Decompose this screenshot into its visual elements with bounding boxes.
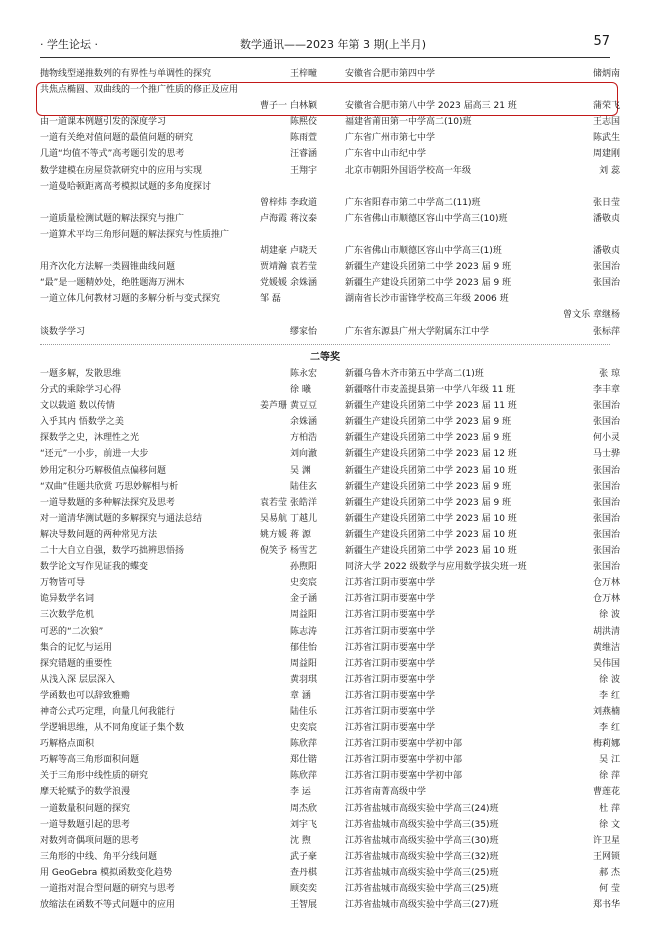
school-name: 广东省东源县广州大学附属东江中学 <box>345 326 490 337</box>
entry-title: 二十大自立自强，数学巧拙辨思悟扬 <box>40 546 185 557</box>
teacher-name: 储炳南 <box>592 69 620 79</box>
teacher-name: 王志国 <box>592 117 620 128</box>
author-name: 贾靖瀚 <box>260 262 288 273</box>
author-name: 汪睿涵 <box>290 149 318 160</box>
entry-title: “最”是一题精妙处，绝胜题海万洲木 <box>40 278 185 289</box>
list-item <box>40 511 620 527</box>
teacher-name: 郑书华 <box>592 900 620 911</box>
author-name: 方柏浩 <box>290 433 318 444</box>
entry-title: 文以载道 数以传情 <box>40 401 115 412</box>
entry-title: 入乎其内 悟数学之美 <box>40 417 124 428</box>
author-name: 李政道 <box>290 197 318 208</box>
list-item <box>40 897 620 913</box>
page-number: 57 <box>593 34 610 49</box>
author-name: 郁佳怡 <box>290 642 318 653</box>
school-name: 新疆生产建设兵团第二中学 2023 届 10 班 <box>345 513 517 524</box>
school-name: 新疆生产建设兵团第二中学 2023 届 10 班 <box>345 529 517 540</box>
list-item <box>40 259 620 275</box>
author-name: 王翔宇 <box>290 165 318 176</box>
list-item <box>40 752 620 768</box>
teacher-name: 潘敬贞 <box>592 213 620 224</box>
author-name: 吴易航 <box>260 513 288 524</box>
school-name: 江苏省盐城市高级实验中学高三(32)班 <box>345 851 499 862</box>
entry-title: 解决导数问题的两种常见方法 <box>40 529 158 540</box>
journal-title: 数学通讯——2023 年第 3 期(上半月) <box>240 38 427 51</box>
entry-title: 一题多解，发散思维 <box>40 369 122 379</box>
entry-title: 三次数学危机 <box>40 610 95 621</box>
author-name: 卢海霞 <box>260 213 288 224</box>
school-name: 江苏省江阴市要塞中学 <box>345 610 436 621</box>
entry-title: 谈数学学习 <box>40 326 86 337</box>
school-name: 新疆生产建设兵团第二中学 2023 届 12 班 <box>345 449 517 460</box>
list-item <box>40 463 620 479</box>
list-item <box>40 704 620 720</box>
list-item <box>40 430 620 446</box>
author-name: 陈欣萍 <box>290 771 318 782</box>
school-name: 新疆生产建设兵团第二中学 2023 届 9 班 <box>345 417 512 428</box>
list-item <box>40 307 620 323</box>
school-name: 广东省阳春市第二中学高二(11)班 <box>345 197 481 208</box>
list-item <box>40 114 620 130</box>
teacher-name: 胡洪清 <box>592 626 620 637</box>
list-item <box>40 672 620 688</box>
section-divider <box>40 344 610 345</box>
teacher-name: 仓万林 <box>592 594 620 605</box>
author-name: 张皓洋 <box>290 497 318 508</box>
teacher-name: 张国治 <box>592 529 620 540</box>
author-name: 陈雨萱 <box>290 133 318 144</box>
list-item <box>40 688 620 704</box>
author-name: 郑仕锴 <box>290 755 318 766</box>
teacher-name: 李 红 <box>599 723 620 734</box>
teacher-name: 徐 萍 <box>599 771 620 782</box>
entry-title: “双曲”佳题共欣赏 巧思妙解相与析 <box>40 481 179 492</box>
first-prize-list <box>40 66 620 340</box>
school-name: 江苏省江阴市要塞中学 <box>345 578 436 589</box>
entry-title: 对数列奇偶项问题的思考 <box>40 835 140 846</box>
author-name: 白林颖 <box>290 101 318 112</box>
entry-title: 学逻辑思维，从不同角度证子集个数 <box>40 723 185 734</box>
author-name: 吴 渊 <box>290 465 311 476</box>
entry-title: 一道导数题引起的思考 <box>40 819 131 830</box>
school-name: 新疆生产建设兵团第二中学 2023 届 9 班 <box>345 433 512 444</box>
school-name: 江苏省盐城市高级实验中学高三(35)班 <box>345 819 499 830</box>
list-item <box>40 66 620 82</box>
entry-title: 诡异数学名词 <box>40 594 95 605</box>
list-item <box>40 640 620 656</box>
school-name: 新疆生产建设兵团第二中学 2023 届 10 班 <box>345 465 517 476</box>
entry-title: 摩天轮赋予的数学浪漫 <box>40 787 131 798</box>
author-name: 黄豆豆 <box>290 401 318 412</box>
entry-title: 三角形的中线、角平分线问题 <box>40 851 158 862</box>
author-name: 孙煦阳 <box>290 562 318 573</box>
list-item <box>40 146 620 162</box>
list-item <box>40 656 620 672</box>
author-name: 邹 磊 <box>260 294 281 305</box>
author-name: 蒋 源 <box>290 529 311 540</box>
entry-title: 一道导数题的多种解法探究及思考 <box>40 497 176 508</box>
author-name: 胡建豪 <box>260 246 288 257</box>
entry-title: 一道指对混合型问题的研究与思考 <box>40 884 176 894</box>
author-name: 倪笑予 <box>260 546 288 557</box>
school-name: 广东省佛山市顺德区容山中学高三(1)班 <box>345 246 502 257</box>
school-name: 江苏省盐城市高级实验中学高三(25)班 <box>345 867 499 878</box>
teacher-name: 王网锁 <box>592 851 620 862</box>
author-name: 曹子一 <box>260 101 288 112</box>
section-title: 二等奖 <box>310 352 340 363</box>
entry-title: 一道有关绝对值问题的最值问题的研究 <box>40 133 194 144</box>
list-item <box>40 414 620 430</box>
list-item <box>40 607 620 623</box>
school-name: 江苏省盐城市高级实验中学高三(24)班 <box>345 803 499 814</box>
school-name: 江苏省江阴市要塞中学初中部 <box>345 739 463 750</box>
entry-title: 分式的乘除学习心得 <box>40 385 122 396</box>
list-item <box>40 768 620 784</box>
school-name: 江苏省江阴市要塞中学 <box>345 658 436 669</box>
list-item <box>40 382 620 398</box>
list-item <box>40 163 620 179</box>
school-name: 江苏省江阴市要塞中学 <box>345 706 436 717</box>
entry-title: 巧解等高三角形面积问题 <box>40 755 140 766</box>
entry-title: 探数学之史，沐理性之光 <box>40 433 140 444</box>
school-name: 江苏省江阴市要塞中学 <box>345 690 436 701</box>
school-name: 广东省中山市纪中学 <box>345 149 427 160</box>
list-item <box>40 817 620 833</box>
entry-title: 用 GeoGebra 模拟函数变化趋势 <box>40 867 173 878</box>
teacher-name: 张国治 <box>592 481 620 492</box>
author-name: 陈志涛 <box>290 626 318 637</box>
list-item <box>40 179 620 195</box>
list-item <box>40 720 620 736</box>
teacher-name: 周建刚 <box>592 149 620 160</box>
entry-title: 妙用定积分巧解极值点偏移问题 <box>40 465 167 476</box>
school-name: 江苏省盐城市高级实验中学高三(30)班 <box>345 835 499 846</box>
list-item <box>40 736 620 752</box>
list-item <box>40 446 620 462</box>
author-name: 周益阳 <box>290 658 318 669</box>
author-name: 金子涵 <box>290 594 318 605</box>
teacher-name: 徐 波 <box>599 674 620 685</box>
list-item <box>40 243 620 259</box>
list-item <box>40 195 620 211</box>
school-name: 安徽省合肥市第四中学 <box>345 69 436 79</box>
list-item <box>40 849 620 865</box>
teacher-name: 张国治 <box>592 497 620 508</box>
teacher-name: 张国治 <box>592 513 620 524</box>
teacher-name: 曹莲花 <box>592 787 620 798</box>
list-item <box>40 527 620 543</box>
author-name: 王智展 <box>290 900 318 911</box>
teacher-name: 张国治 <box>592 417 620 428</box>
entry-title: 抛物线型递推数列的有界性与单调性的探究 <box>40 69 212 79</box>
school-name: 江苏省江阴市要塞中学 <box>345 674 436 685</box>
school-name: 江苏省江阴市要塞中学初中部 <box>345 771 463 782</box>
list-item <box>40 82 620 98</box>
list-item <box>40 324 620 340</box>
author-name: 陈永宏 <box>290 369 318 379</box>
teacher-name: 吴伟国 <box>592 658 620 669</box>
author-name: 陆佳乐 <box>290 706 318 717</box>
teacher-name: 吴 江 <box>599 755 620 766</box>
list-item <box>40 881 620 897</box>
entry-title: 放缩法在函数不等式问题中的应用 <box>40 900 176 911</box>
school-name: 新疆喀什市麦盖提县第一中学八年级 11 班 <box>345 385 516 396</box>
author-name: 查丹棋 <box>290 867 318 878</box>
author-name: 余姝涵 <box>290 417 318 428</box>
school-name: 北京市朝阳外国语学校高一年级 <box>345 165 472 176</box>
entry-title: 一道立体几何教材习题的多解分析与变式探究 <box>40 294 221 305</box>
list-item <box>40 624 620 640</box>
teacher-name: 杜 萍 <box>599 803 620 814</box>
school-name: 福建省莆田第一中学高二(10)班 <box>345 117 472 128</box>
entry-title: 一道曼哈顿距离高考模拟试题的多角度探讨 <box>40 181 212 192</box>
school-name: 湖南省长沙市雷锋学校高三年级 2006 班 <box>345 294 509 305</box>
school-name: 广东省佛山市顺德区容山中学高三(10)班 <box>345 213 508 224</box>
author-name: 陈欣萍 <box>290 739 318 750</box>
teacher-name: 何 莹 <box>599 884 620 894</box>
author-name: 刘向澈 <box>290 449 318 460</box>
school-name: 江苏省盐城市高级实验中学高三(25)班 <box>345 884 499 894</box>
second-prize-list <box>40 366 620 913</box>
list-item <box>40 559 620 575</box>
entry-title: 探究错题的重要性 <box>40 658 113 669</box>
teacher-name: 曾文乐 章继杨 <box>563 310 620 321</box>
school-name: 江苏省江阴市要塞中学 <box>345 642 436 653</box>
list-item <box>40 291 620 307</box>
teacher-name: 张国治 <box>592 278 620 289</box>
author-name: 丁越儿 <box>290 513 318 524</box>
school-name: 新疆生产建设兵团第二中学 2023 届 9 班 <box>345 497 512 508</box>
school-name: 同济大学 2022 级数学与应用数学拔尖班一班 <box>345 562 527 573</box>
school-name: 新疆生产建设兵团第二中学 2023 届 9 班 <box>345 481 512 492</box>
author-name: 姚方媛 <box>260 529 288 540</box>
school-name: 江苏省江阴市要塞中学 <box>345 723 436 734</box>
list-item <box>40 865 620 881</box>
teacher-name: 许卫星 <box>592 835 620 846</box>
teacher-name: 李 红 <box>599 690 620 701</box>
school-name: 江苏省江阴市要塞中学 <box>345 594 436 605</box>
author-name: 袁若莹 <box>290 262 318 273</box>
entry-title: 万物皆可导 <box>40 578 86 589</box>
teacher-name: 郝 杰 <box>599 867 620 878</box>
author-name: 陈熙佼 <box>290 117 318 128</box>
entry-title: 可恶的“二次狼” <box>40 626 104 637</box>
teacher-name: 张标萍 <box>592 326 620 337</box>
author-name: 杨雪艺 <box>290 546 318 557</box>
list-item <box>40 130 620 146</box>
entry-title: 数学建模在房屋贷款研究中的应用与实现 <box>40 165 203 176</box>
author-name: 章 涵 <box>290 690 311 701</box>
entry-title: 从浅入深 层层深入 <box>40 674 115 685</box>
entry-title: 一道算术平均三角形问题的解法探究与性质推广 <box>40 229 230 240</box>
entry-title: “还元”一小步，前进一大步 <box>40 449 149 460</box>
entry-title: 共焦点椭圆、双曲线的一个推广性质的修正及应用 <box>40 85 239 96</box>
author-name: 武子豪 <box>290 851 318 862</box>
teacher-name: 张日莹 <box>592 197 620 208</box>
teacher-name: 张国治 <box>592 465 620 476</box>
entry-title: 数学论文写作见证我的蝶变 <box>40 562 149 573</box>
list-item <box>40 227 620 243</box>
author-name: 袁若莹 <box>260 497 288 508</box>
teacher-name: 张 琼 <box>599 369 620 379</box>
teacher-name: 梅莉娜 <box>592 739 620 750</box>
header-divider <box>40 57 610 58</box>
school-name: 安徽省合肥市第八中学 2023 届高三 21 班 <box>345 101 517 112</box>
school-name: 江苏省南菁高级中学 <box>345 787 427 798</box>
author-name: 周杰欣 <box>290 803 318 814</box>
author-name: 史奕宸 <box>290 723 318 734</box>
teacher-name: 张国治 <box>592 562 620 573</box>
teacher-name: 何小灵 <box>592 433 620 444</box>
teacher-name: 徐 波 <box>599 610 620 621</box>
entry-title: 关于三角形中线性质的研究 <box>40 771 149 782</box>
author-name: 黄羽琪 <box>290 674 318 685</box>
entry-title: 神奇公式巧定理，向量几何我能行 <box>40 706 176 717</box>
author-name: 刘宇飞 <box>290 819 318 830</box>
author-name: 李 运 <box>290 787 311 798</box>
entry-title: 几道“均值不等式”高考题引发的思考 <box>40 149 185 160</box>
author-name: 陆佳玄 <box>290 481 318 492</box>
list-item <box>40 398 620 414</box>
school-name: 新疆乌鲁木齐市第五中学高二(1)班 <box>345 369 484 379</box>
school-name: 广东省广州市第七中学 <box>345 133 436 144</box>
entry-title: 由一道课本例题引发的深度学习 <box>40 117 167 128</box>
author-name: 王梓疃 <box>290 69 318 79</box>
author-name: 史奕宸 <box>290 578 318 589</box>
teacher-name: 潘敬贞 <box>592 246 620 257</box>
school-name: 江苏省江阴市要塞中学 <box>345 626 436 637</box>
teacher-name: 李丰章 <box>592 385 620 396</box>
teacher-name: 马士骅 <box>592 449 620 460</box>
list-item <box>40 784 620 800</box>
author-name: 党媛媛 <box>260 278 288 289</box>
teacher-name: 张国治 <box>592 546 620 557</box>
author-name: 姜芦珊 <box>260 401 288 412</box>
author-name: 缪家怡 <box>290 326 318 337</box>
school-name: 江苏省盐城市高级实验中学高三(27)班 <box>345 900 499 911</box>
teacher-name: 张国治 <box>592 262 620 273</box>
author-name: 周益阳 <box>290 610 318 621</box>
author-name: 余姝涵 <box>290 278 318 289</box>
list-item <box>40 591 620 607</box>
list-item <box>40 801 620 817</box>
list-item <box>40 211 620 227</box>
school-name: 新疆生产建设兵团第二中学 2023 届 9 班 <box>345 278 512 289</box>
entry-title: 巧解格点面积 <box>40 739 95 750</box>
list-item <box>40 833 620 849</box>
list-item <box>40 366 620 382</box>
entry-title: 一道数量积问题的探究 <box>40 803 131 814</box>
list-item <box>40 543 620 559</box>
column-label: · 学生论坛 · <box>40 38 98 51</box>
entry-title: 一道质量检测试题的解法探究与推广 <box>40 213 185 224</box>
entry-title: 用齐次化方法解一类圆锥曲线问题 <box>40 262 176 273</box>
author-name: 沈 煦 <box>290 835 311 846</box>
list-item <box>40 575 620 591</box>
author-name: 曾梓炜 <box>260 197 288 208</box>
school-name: 新疆生产建设兵团第二中学 2023 届 10 班 <box>345 546 517 557</box>
author-name: 蒋汶泰 <box>290 213 318 224</box>
school-name: 新疆生产建设兵团第二中学 2023 届 9 班 <box>345 262 512 273</box>
author-name: 徐 曦 <box>290 385 311 396</box>
teacher-name: 黄维洁 <box>592 642 620 653</box>
author-name: 顾奕奕 <box>290 884 318 894</box>
school-name: 新疆生产建设兵团第二中学 2023 届 11 班 <box>345 401 517 412</box>
teacher-name: 刘 蕊 <box>599 165 620 176</box>
author-name: 卢晓天 <box>290 246 318 257</box>
teacher-name: 徐 文 <box>599 819 620 830</box>
teacher-name: 刘燕楠 <box>592 706 620 717</box>
page-header <box>40 36 610 52</box>
teacher-name: 陈武生 <box>592 133 620 144</box>
list-item <box>40 275 620 291</box>
list-item <box>40 495 620 511</box>
list-item <box>40 98 620 114</box>
entry-title: 对一道清华测试题的多解探究与通法总结 <box>40 513 203 524</box>
school-name: 江苏省江阴市要塞中学初中部 <box>345 755 463 766</box>
teacher-name: 张国治 <box>592 401 620 412</box>
teacher-name: 蒲荣飞 <box>592 101 620 112</box>
list-item <box>40 479 620 495</box>
teacher-name: 仓万林 <box>592 578 620 589</box>
entry-title: 集合的记忆与运用 <box>40 642 113 653</box>
entry-title: 学函数也可以辞致雅赡 <box>40 690 131 701</box>
